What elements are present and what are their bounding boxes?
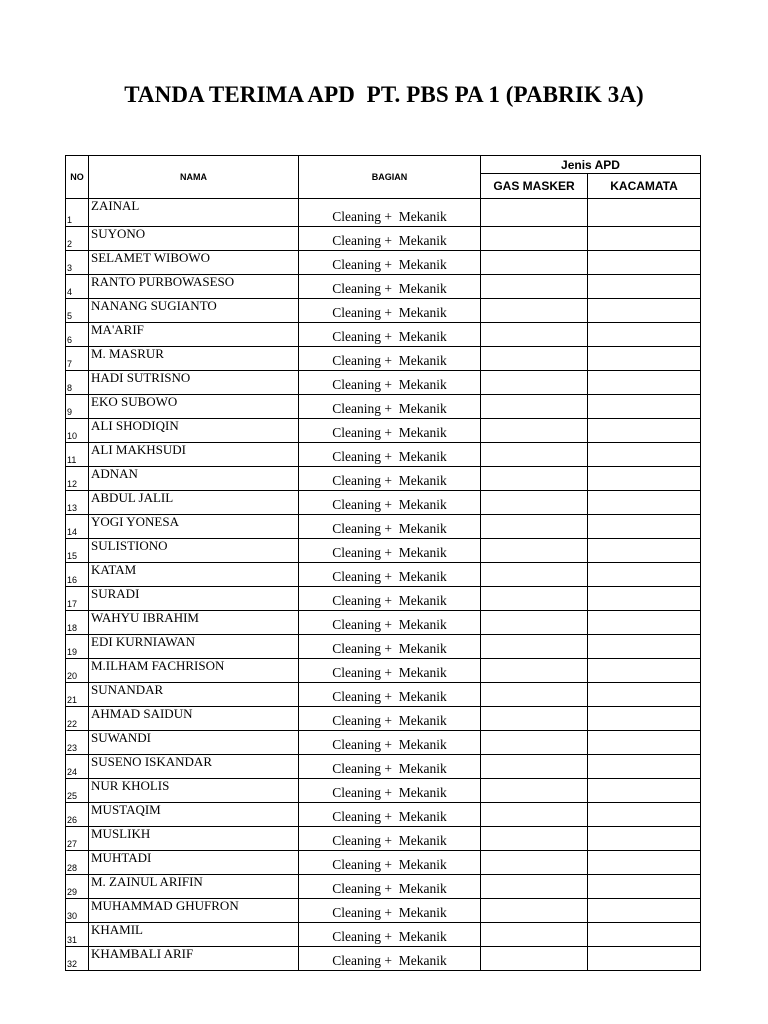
row-number: 25 [66, 779, 89, 803]
row-bagian: Cleaning + Mekanik [299, 611, 481, 635]
header-row-top [66, 156, 701, 174]
row-kacamata-signature-cell[interactable] [588, 563, 701, 587]
row-kacamata-signature-cell[interactable] [588, 515, 701, 539]
row-bagian: Cleaning + Mekanik [299, 199, 481, 227]
row-kacamata-signature-cell[interactable] [588, 467, 701, 491]
row-bagian: Cleaning + Mekanik [299, 683, 481, 707]
row-number: 13 [66, 491, 89, 515]
row-bagian: Cleaning + Mekanik [299, 467, 481, 491]
row-number: 16 [66, 563, 89, 587]
row-gas-masker-signature-cell[interactable] [481, 611, 588, 635]
table-row [66, 323, 701, 347]
row-gas-masker-signature-cell[interactable] [481, 899, 588, 923]
header-jenis-apd: Jenis APD [481, 156, 701, 174]
row-number: 30 [66, 899, 89, 923]
row-gas-masker-signature-cell[interactable] [481, 251, 588, 275]
row-bagian: Cleaning + Mekanik [299, 419, 481, 443]
row-bagian: Cleaning + Mekanik [299, 755, 481, 779]
table-row [66, 467, 701, 491]
table-row [66, 659, 701, 683]
row-gas-masker-signature-cell[interactable] [481, 467, 588, 491]
row-bagian: Cleaning + Mekanik [299, 299, 481, 323]
row-kacamata-signature-cell[interactable] [588, 851, 701, 875]
header-bagian: BAGIAN [299, 156, 481, 199]
row-number: 32 [66, 947, 89, 971]
row-gas-masker-signature-cell[interactable] [481, 827, 588, 851]
table-row [66, 539, 701, 563]
row-nama: ADNAN [89, 467, 299, 491]
row-number: 5 [66, 299, 89, 323]
row-bagian: Cleaning + Mekanik [299, 875, 481, 899]
row-gas-masker-signature-cell[interactable] [481, 515, 588, 539]
row-nama: EDI KURNIAWAN [89, 635, 299, 659]
row-kacamata-signature-cell[interactable] [588, 347, 701, 371]
row-kacamata-signature-cell[interactable] [588, 899, 701, 923]
row-nama: NANANG SUGIANTO [89, 299, 299, 323]
row-kacamata-signature-cell[interactable] [588, 827, 701, 851]
row-kacamata-signature-cell[interactable] [588, 227, 701, 251]
row-nama: M.ILHAM FACHRISON [89, 659, 299, 683]
row-gas-masker-signature-cell[interactable] [481, 199, 588, 227]
row-bagian: Cleaning + Mekanik [299, 251, 481, 275]
row-bagian: Cleaning + Mekanik [299, 515, 481, 539]
row-gas-masker-signature-cell[interactable] [481, 275, 588, 299]
row-kacamata-signature-cell[interactable] [588, 419, 701, 443]
row-nama: KHAMIL [89, 923, 299, 947]
apd-receipt-table [65, 155, 701, 971]
row-number: 22 [66, 707, 89, 731]
row-bagian: Cleaning + Mekanik [299, 659, 481, 683]
row-bagian: Cleaning + Mekanik [299, 827, 481, 851]
table-row [66, 491, 701, 515]
row-kacamata-signature-cell[interactable] [588, 443, 701, 467]
row-nama: MUHAMMAD GHUFRON [89, 899, 299, 923]
row-kacamata-signature-cell[interactable] [588, 323, 701, 347]
row-bagian: Cleaning + Mekanik [299, 539, 481, 563]
row-number: 31 [66, 923, 89, 947]
row-nama: SELAMET WIBOWO [89, 251, 299, 275]
table-body [66, 199, 701, 971]
row-number: 18 [66, 611, 89, 635]
row-number: 19 [66, 635, 89, 659]
row-gas-masker-signature-cell[interactable] [481, 563, 588, 587]
table-row [66, 731, 701, 755]
row-gas-masker-signature-cell[interactable] [481, 875, 588, 899]
row-nama: MA'ARIF [89, 323, 299, 347]
header-no: NO [66, 156, 89, 199]
row-bagian: Cleaning + Mekanik [299, 227, 481, 251]
table-row [66, 755, 701, 779]
row-bagian: Cleaning + Mekanik [299, 443, 481, 467]
table-row [66, 395, 701, 419]
row-nama: SURADI [89, 587, 299, 611]
row-nama: SUYONO [89, 227, 299, 251]
row-nama: AHMAD SAIDUN [89, 707, 299, 731]
row-kacamata-signature-cell[interactable] [588, 395, 701, 419]
table-row [66, 227, 701, 251]
row-bagian: Cleaning + Mekanik [299, 803, 481, 827]
row-nama: YOGI YONESA [89, 515, 299, 539]
row-gas-masker-signature-cell[interactable] [481, 371, 588, 395]
row-number: 11 [66, 443, 89, 467]
table-row [66, 587, 701, 611]
row-bagian: Cleaning + Mekanik [299, 587, 481, 611]
row-nama: ABDUL JALIL [89, 491, 299, 515]
row-nama: EKO SUBOWO [89, 395, 299, 419]
row-bagian: Cleaning + Mekanik [299, 635, 481, 659]
row-gas-masker-signature-cell[interactable] [481, 395, 588, 419]
row-kacamata-signature-cell[interactable] [588, 491, 701, 515]
row-kacamata-signature-cell[interactable] [588, 731, 701, 755]
row-nama: SUNANDAR [89, 683, 299, 707]
header-nama: NAMA [89, 156, 299, 199]
row-number: 8 [66, 371, 89, 395]
row-nama: MUHTADI [89, 851, 299, 875]
row-gas-masker-signature-cell[interactable] [481, 347, 588, 371]
row-gas-masker-signature-cell[interactable] [481, 323, 588, 347]
row-bagian: Cleaning + Mekanik [299, 563, 481, 587]
table-row [66, 199, 701, 227]
row-gas-masker-signature-cell[interactable] [481, 947, 588, 971]
row-bagian: Cleaning + Mekanik [299, 779, 481, 803]
row-bagian: Cleaning + Mekanik [299, 731, 481, 755]
row-nama: WAHYU IBRAHIM [89, 611, 299, 635]
table-row [66, 851, 701, 875]
row-kacamata-signature-cell[interactable] [588, 947, 701, 971]
row-gas-masker-signature-cell[interactable] [481, 635, 588, 659]
row-number: 4 [66, 275, 89, 299]
table-row [66, 347, 701, 371]
row-bagian: Cleaning + Mekanik [299, 707, 481, 731]
row-kacamata-signature-cell[interactable] [588, 539, 701, 563]
header-gas-masker: GAS MASKER [481, 174, 588, 199]
table-row [66, 611, 701, 635]
row-number: 26 [66, 803, 89, 827]
row-number: 24 [66, 755, 89, 779]
row-number: 21 [66, 683, 89, 707]
row-gas-masker-signature-cell[interactable] [481, 587, 588, 611]
row-gas-masker-signature-cell[interactable] [481, 803, 588, 827]
row-kacamata-signature-cell[interactable] [588, 199, 701, 227]
table-row [66, 299, 701, 323]
row-kacamata-signature-cell[interactable] [588, 299, 701, 323]
table-row [66, 443, 701, 467]
row-bagian: Cleaning + Mekanik [299, 395, 481, 419]
row-gas-masker-signature-cell[interactable] [481, 491, 588, 515]
row-kacamata-signature-cell[interactable] [588, 683, 701, 707]
row-gas-masker-signature-cell[interactable] [481, 779, 588, 803]
row-kacamata-signature-cell[interactable] [588, 803, 701, 827]
row-number: 1 [66, 199, 89, 227]
row-number: 15 [66, 539, 89, 563]
row-nama: MUSLIKH [89, 827, 299, 851]
row-gas-masker-signature-cell[interactable] [481, 851, 588, 875]
row-kacamata-signature-cell[interactable] [588, 587, 701, 611]
row-kacamata-signature-cell[interactable] [588, 779, 701, 803]
row-number: 12 [66, 467, 89, 491]
row-bagian: Cleaning + Mekanik [299, 347, 481, 371]
row-kacamata-signature-cell[interactable] [588, 251, 701, 275]
row-number: 23 [66, 731, 89, 755]
table-row [66, 923, 701, 947]
row-nama: M. MASRUR [89, 347, 299, 371]
table-row [66, 899, 701, 923]
table-row [66, 683, 701, 707]
row-number: 9 [66, 395, 89, 419]
row-gas-masker-signature-cell[interactable] [481, 683, 588, 707]
row-nama: SULISTIONO [89, 539, 299, 563]
row-number: 17 [66, 587, 89, 611]
row-nama: MUSTAQIM [89, 803, 299, 827]
row-number: 10 [66, 419, 89, 443]
row-gas-masker-signature-cell[interactable] [481, 419, 588, 443]
row-bagian: Cleaning + Mekanik [299, 323, 481, 347]
row-number: 28 [66, 851, 89, 875]
row-number: 6 [66, 323, 89, 347]
document-title: TANDA TERIMA APD PT. PBS PA 1 (PABRIK 3A) [124, 82, 644, 107]
table-row [66, 779, 701, 803]
table-row [66, 803, 701, 827]
table-row [66, 875, 701, 899]
table-row [66, 563, 701, 587]
row-nama: SUSENO ISKANDAR [89, 755, 299, 779]
row-kacamata-signature-cell[interactable] [588, 707, 701, 731]
row-kacamata-signature-cell[interactable] [588, 275, 701, 299]
row-number: 2 [66, 227, 89, 251]
table-row [66, 371, 701, 395]
row-bagian: Cleaning + Mekanik [299, 899, 481, 923]
row-kacamata-signature-cell[interactable] [588, 659, 701, 683]
row-kacamata-signature-cell[interactable] [588, 635, 701, 659]
row-number: 27 [66, 827, 89, 851]
row-nama: KATAM [89, 563, 299, 587]
table-row [66, 275, 701, 299]
row-number: 20 [66, 659, 89, 683]
header-kacamata: KACAMATA [588, 174, 701, 199]
row-gas-masker-signature-cell[interactable] [481, 923, 588, 947]
row-nama: NUR KHOLIS [89, 779, 299, 803]
row-gas-masker-signature-cell[interactable] [481, 227, 588, 251]
row-nama: ALI SHODIQIN [89, 419, 299, 443]
row-kacamata-signature-cell[interactable] [588, 611, 701, 635]
row-bagian: Cleaning + Mekanik [299, 275, 481, 299]
row-kacamata-signature-cell[interactable] [588, 371, 701, 395]
row-bagian: Cleaning + Mekanik [299, 851, 481, 875]
row-kacamata-signature-cell[interactable] [588, 923, 701, 947]
row-gas-masker-signature-cell[interactable] [481, 659, 588, 683]
table-row [66, 251, 701, 275]
row-nama: ALI MAKHSUDI [89, 443, 299, 467]
row-bagian: Cleaning + Mekanik [299, 923, 481, 947]
table-row [66, 947, 701, 971]
table-header [66, 156, 701, 199]
row-bagian: Cleaning + Mekanik [299, 371, 481, 395]
row-gas-masker-signature-cell[interactable] [481, 731, 588, 755]
row-gas-masker-signature-cell[interactable] [481, 443, 588, 467]
row-gas-masker-signature-cell[interactable] [481, 707, 588, 731]
row-nama: M. ZAINUL ARIFIN [89, 875, 299, 899]
table-row [66, 827, 701, 851]
row-gas-masker-signature-cell[interactable] [481, 539, 588, 563]
table-row [66, 635, 701, 659]
row-kacamata-signature-cell[interactable] [588, 755, 701, 779]
row-nama: ZAINAL [89, 199, 299, 227]
row-bagian: Cleaning + Mekanik [299, 491, 481, 515]
row-gas-masker-signature-cell[interactable] [481, 755, 588, 779]
row-nama: RANTO PURBOWASESO [89, 275, 299, 299]
row-nama: HADI SUTRISNO [89, 371, 299, 395]
table-row [66, 419, 701, 443]
row-gas-masker-signature-cell[interactable] [481, 299, 588, 323]
row-bagian: Cleaning + Mekanik [299, 947, 481, 971]
table-row [66, 515, 701, 539]
table-row [66, 707, 701, 731]
row-kacamata-signature-cell[interactable] [588, 875, 701, 899]
row-nama: SUWANDI [89, 731, 299, 755]
row-nama: KHAMBALI ARIF [89, 947, 299, 971]
row-number: 14 [66, 515, 89, 539]
row-number: 29 [66, 875, 89, 899]
row-number: 3 [66, 251, 89, 275]
row-number: 7 [66, 347, 89, 371]
